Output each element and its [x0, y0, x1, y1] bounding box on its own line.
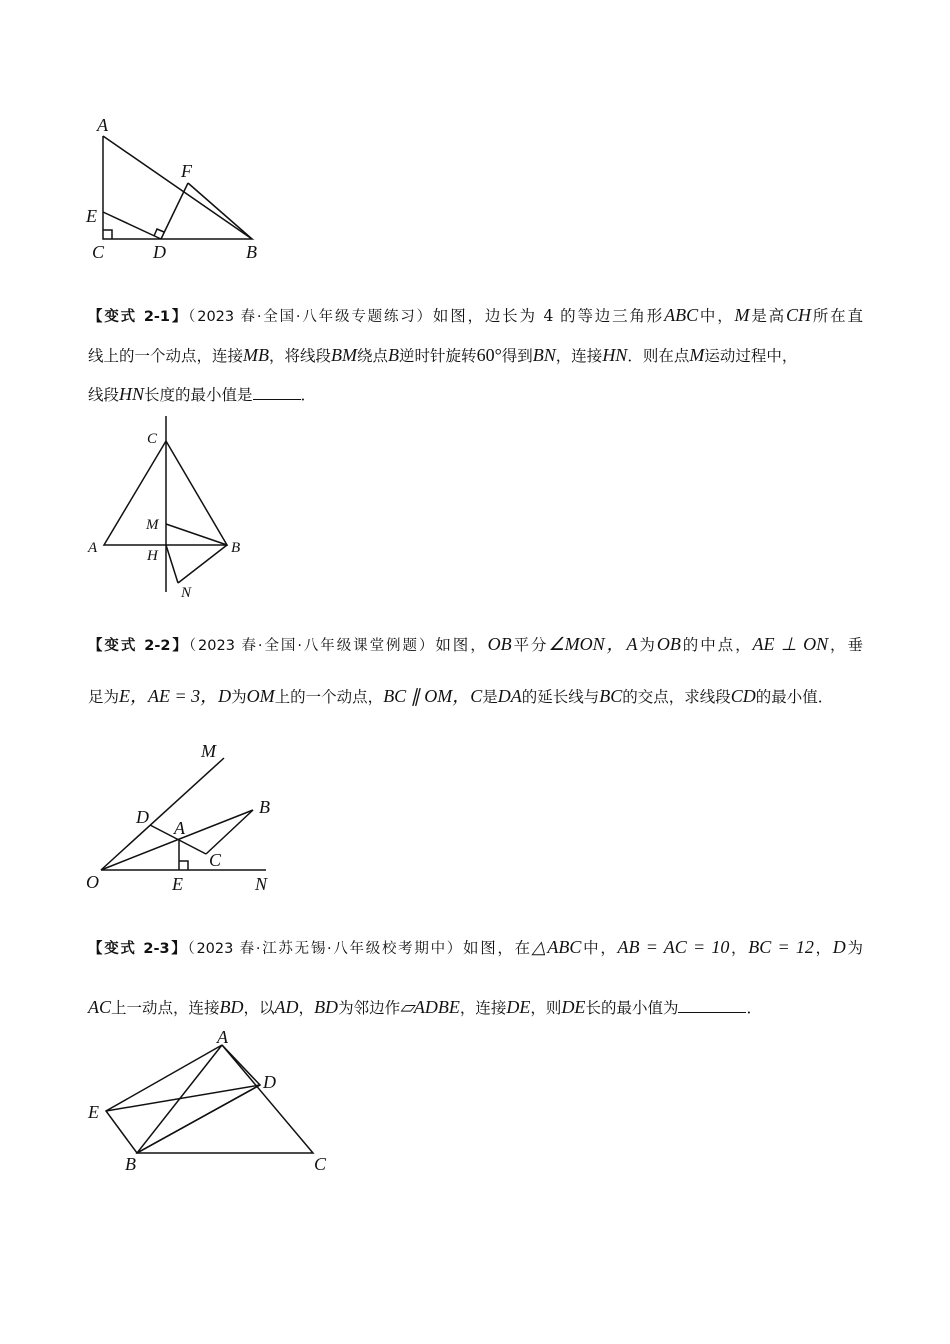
answer-blank: [253, 383, 301, 400]
fig4-label-c: C: [314, 1154, 327, 1174]
text: 如图，: [435, 636, 488, 654]
fig2-label-b: B: [231, 540, 241, 556]
fig1-label-c: C: [92, 242, 105, 262]
text: 长度的最小值是: [144, 386, 253, 404]
text: ，则: [530, 999, 562, 1017]
fig3-label-m: M: [201, 741, 216, 761]
fig2-segment-mb: [166, 524, 227, 545]
text: ．: [300, 386, 317, 404]
fig3-label-e: E: [172, 874, 183, 894]
math: OM: [246, 686, 275, 706]
problem-2-2-tag: 【变式 2-2】: [88, 638, 189, 654]
math: DE: [506, 997, 531, 1017]
math: D: [218, 686, 232, 706]
fig3-label-d: D: [136, 807, 149, 827]
fig1-triangle-acb: [103, 136, 252, 239]
fig1-label-a: A: [97, 115, 108, 135]
text: 是高: [749, 307, 787, 325]
math: BD: [314, 997, 339, 1017]
math: AE ⊥ ON: [752, 634, 829, 654]
fig4-parallelogram-adbe: [106, 1045, 260, 1153]
text: ，以: [243, 999, 275, 1017]
text: 平分: [511, 636, 549, 654]
math: BC: [599, 686, 623, 706]
text: ，连接: [459, 999, 507, 1017]
fig3-label-a: A: [174, 818, 185, 838]
text: 如图，在: [463, 939, 532, 957]
figure-1-right-triangle: [80, 110, 280, 270]
math: D: [832, 937, 846, 957]
problem-2-2: [88, 622, 863, 719]
fig4-label-b: B: [125, 1154, 136, 1174]
math: AD: [274, 997, 299, 1017]
text: 足为: [88, 688, 120, 706]
text: 的中点，: [680, 636, 753, 654]
problem-2-1: [88, 296, 863, 414]
answer-blank: [678, 996, 746, 1013]
fig2-segment-hn: [166, 545, 178, 583]
problem-2-1-source: （2023 春·全国·八年级专题练习）: [188, 309, 433, 325]
text: ，垂: [828, 636, 863, 654]
math: DA: [497, 686, 522, 706]
fig2-label-m: M: [146, 517, 159, 533]
fig1-segment-fb: [188, 183, 252, 239]
fig4-label-e: E: [88, 1102, 99, 1122]
text: 为: [845, 939, 863, 957]
text: ，: [729, 939, 749, 957]
math: DE: [561, 997, 586, 1017]
math: ▱ADBE: [400, 997, 460, 1017]
text: 线段: [88, 386, 120, 404]
problem-2-3-source: （2023 春·江苏无锡·八年级校考期中）: [187, 941, 464, 957]
problem-2-2-source: （2023 春·全国·八年级课堂例题）: [188, 638, 436, 654]
text: 如图，边长为 4 的等边三角形: [432, 307, 665, 325]
text: 得到: [501, 347, 533, 365]
text: 上的一个动点，: [274, 688, 384, 706]
math: C: [470, 686, 483, 706]
text: ，连接: [555, 347, 603, 365]
fig3-label-o: O: [86, 872, 99, 892]
figure-3-angle-bisector: [80, 735, 280, 895]
math: BN: [532, 345, 556, 365]
math: E: [119, 686, 131, 706]
text: ，: [813, 939, 833, 957]
text: 长的最小值为: [585, 999, 679, 1017]
text: 绕点: [357, 347, 389, 365]
fig3-right-angle-e: [179, 861, 188, 870]
problem-2-1-tag: 【变式 2-1】: [88, 309, 189, 325]
fig2-label-h: H: [147, 548, 158, 564]
math: OB: [487, 634, 512, 654]
text: 中，: [581, 939, 618, 957]
fig2-label-a: A: [88, 540, 98, 556]
text: 的延长线与: [521, 688, 600, 706]
math: M: [689, 345, 705, 365]
text: ，将线段: [269, 347, 332, 365]
math: CD: [730, 686, 756, 706]
math: CH: [786, 305, 812, 325]
math: HN: [602, 345, 628, 365]
math: ，: [452, 686, 471, 706]
text: 中，: [698, 307, 735, 325]
figure-4-parallelogram: [80, 1020, 340, 1180]
text: ．: [746, 999, 762, 1017]
fig3-segment-bc: [206, 810, 253, 854]
text: 为: [231, 688, 247, 706]
text: ，: [298, 999, 315, 1017]
text: ．则在点: [627, 347, 690, 365]
text: 为邻边作: [338, 999, 401, 1017]
math: AB = AC = 10: [617, 937, 730, 957]
fig4-label-d: D: [263, 1072, 276, 1092]
fig3-label-b: B: [259, 797, 270, 817]
problem-2-3: [88, 926, 863, 1029]
fig2-label-c: C: [147, 431, 158, 447]
math: ，: [130, 686, 149, 706]
text: 运动过程中，: [704, 347, 798, 365]
math: MB: [243, 345, 270, 365]
math: 60°: [476, 345, 502, 365]
math: B: [388, 345, 400, 365]
fig1-label-f: F: [181, 161, 192, 181]
math: ∠MON: [548, 634, 605, 654]
text: 所在直: [811, 307, 863, 325]
math: △ABC: [531, 937, 582, 957]
text: 的交点，求线段: [622, 688, 731, 706]
fig3-label-n: N: [255, 874, 268, 894]
math: BC ∥ OM: [383, 686, 453, 706]
text: 上一动点，连接: [111, 999, 220, 1017]
math: BM: [331, 345, 358, 365]
text: 为: [637, 636, 657, 654]
text: 是: [482, 688, 498, 706]
math: AC: [88, 997, 112, 1017]
text: 的最小值．: [755, 688, 834, 706]
fig1-label-b: B: [246, 242, 257, 262]
math: ABC: [664, 305, 699, 325]
math: A: [626, 634, 638, 654]
fig1-segment-df: [161, 183, 188, 239]
math: ，: [604, 634, 627, 654]
fig1-right-angle-c: [103, 230, 112, 239]
fig2-label-n: N: [181, 585, 192, 601]
problem-2-3-tag: 【变式 2-3】: [88, 941, 188, 957]
fig1-label-d: D: [153, 242, 166, 262]
math: OB: [656, 634, 681, 654]
math: ，: [200, 686, 219, 706]
math: BC = 12: [748, 937, 814, 957]
text: 线上的一个动点，连接: [88, 347, 244, 365]
fig1-label-e: E: [86, 206, 97, 226]
math: HN: [119, 384, 145, 404]
fig4-label-a: A: [217, 1027, 228, 1047]
math: M: [734, 305, 750, 325]
math: BD: [219, 997, 244, 1017]
fig4-triangle-abc: [137, 1045, 313, 1153]
math: AE = 3: [148, 686, 201, 706]
fig2-segment-bn: [178, 545, 227, 583]
figure-2-equilateral-triangle: [80, 410, 260, 605]
text: 逆时针旋转: [399, 347, 477, 365]
fig3-label-c: C: [209, 850, 222, 870]
